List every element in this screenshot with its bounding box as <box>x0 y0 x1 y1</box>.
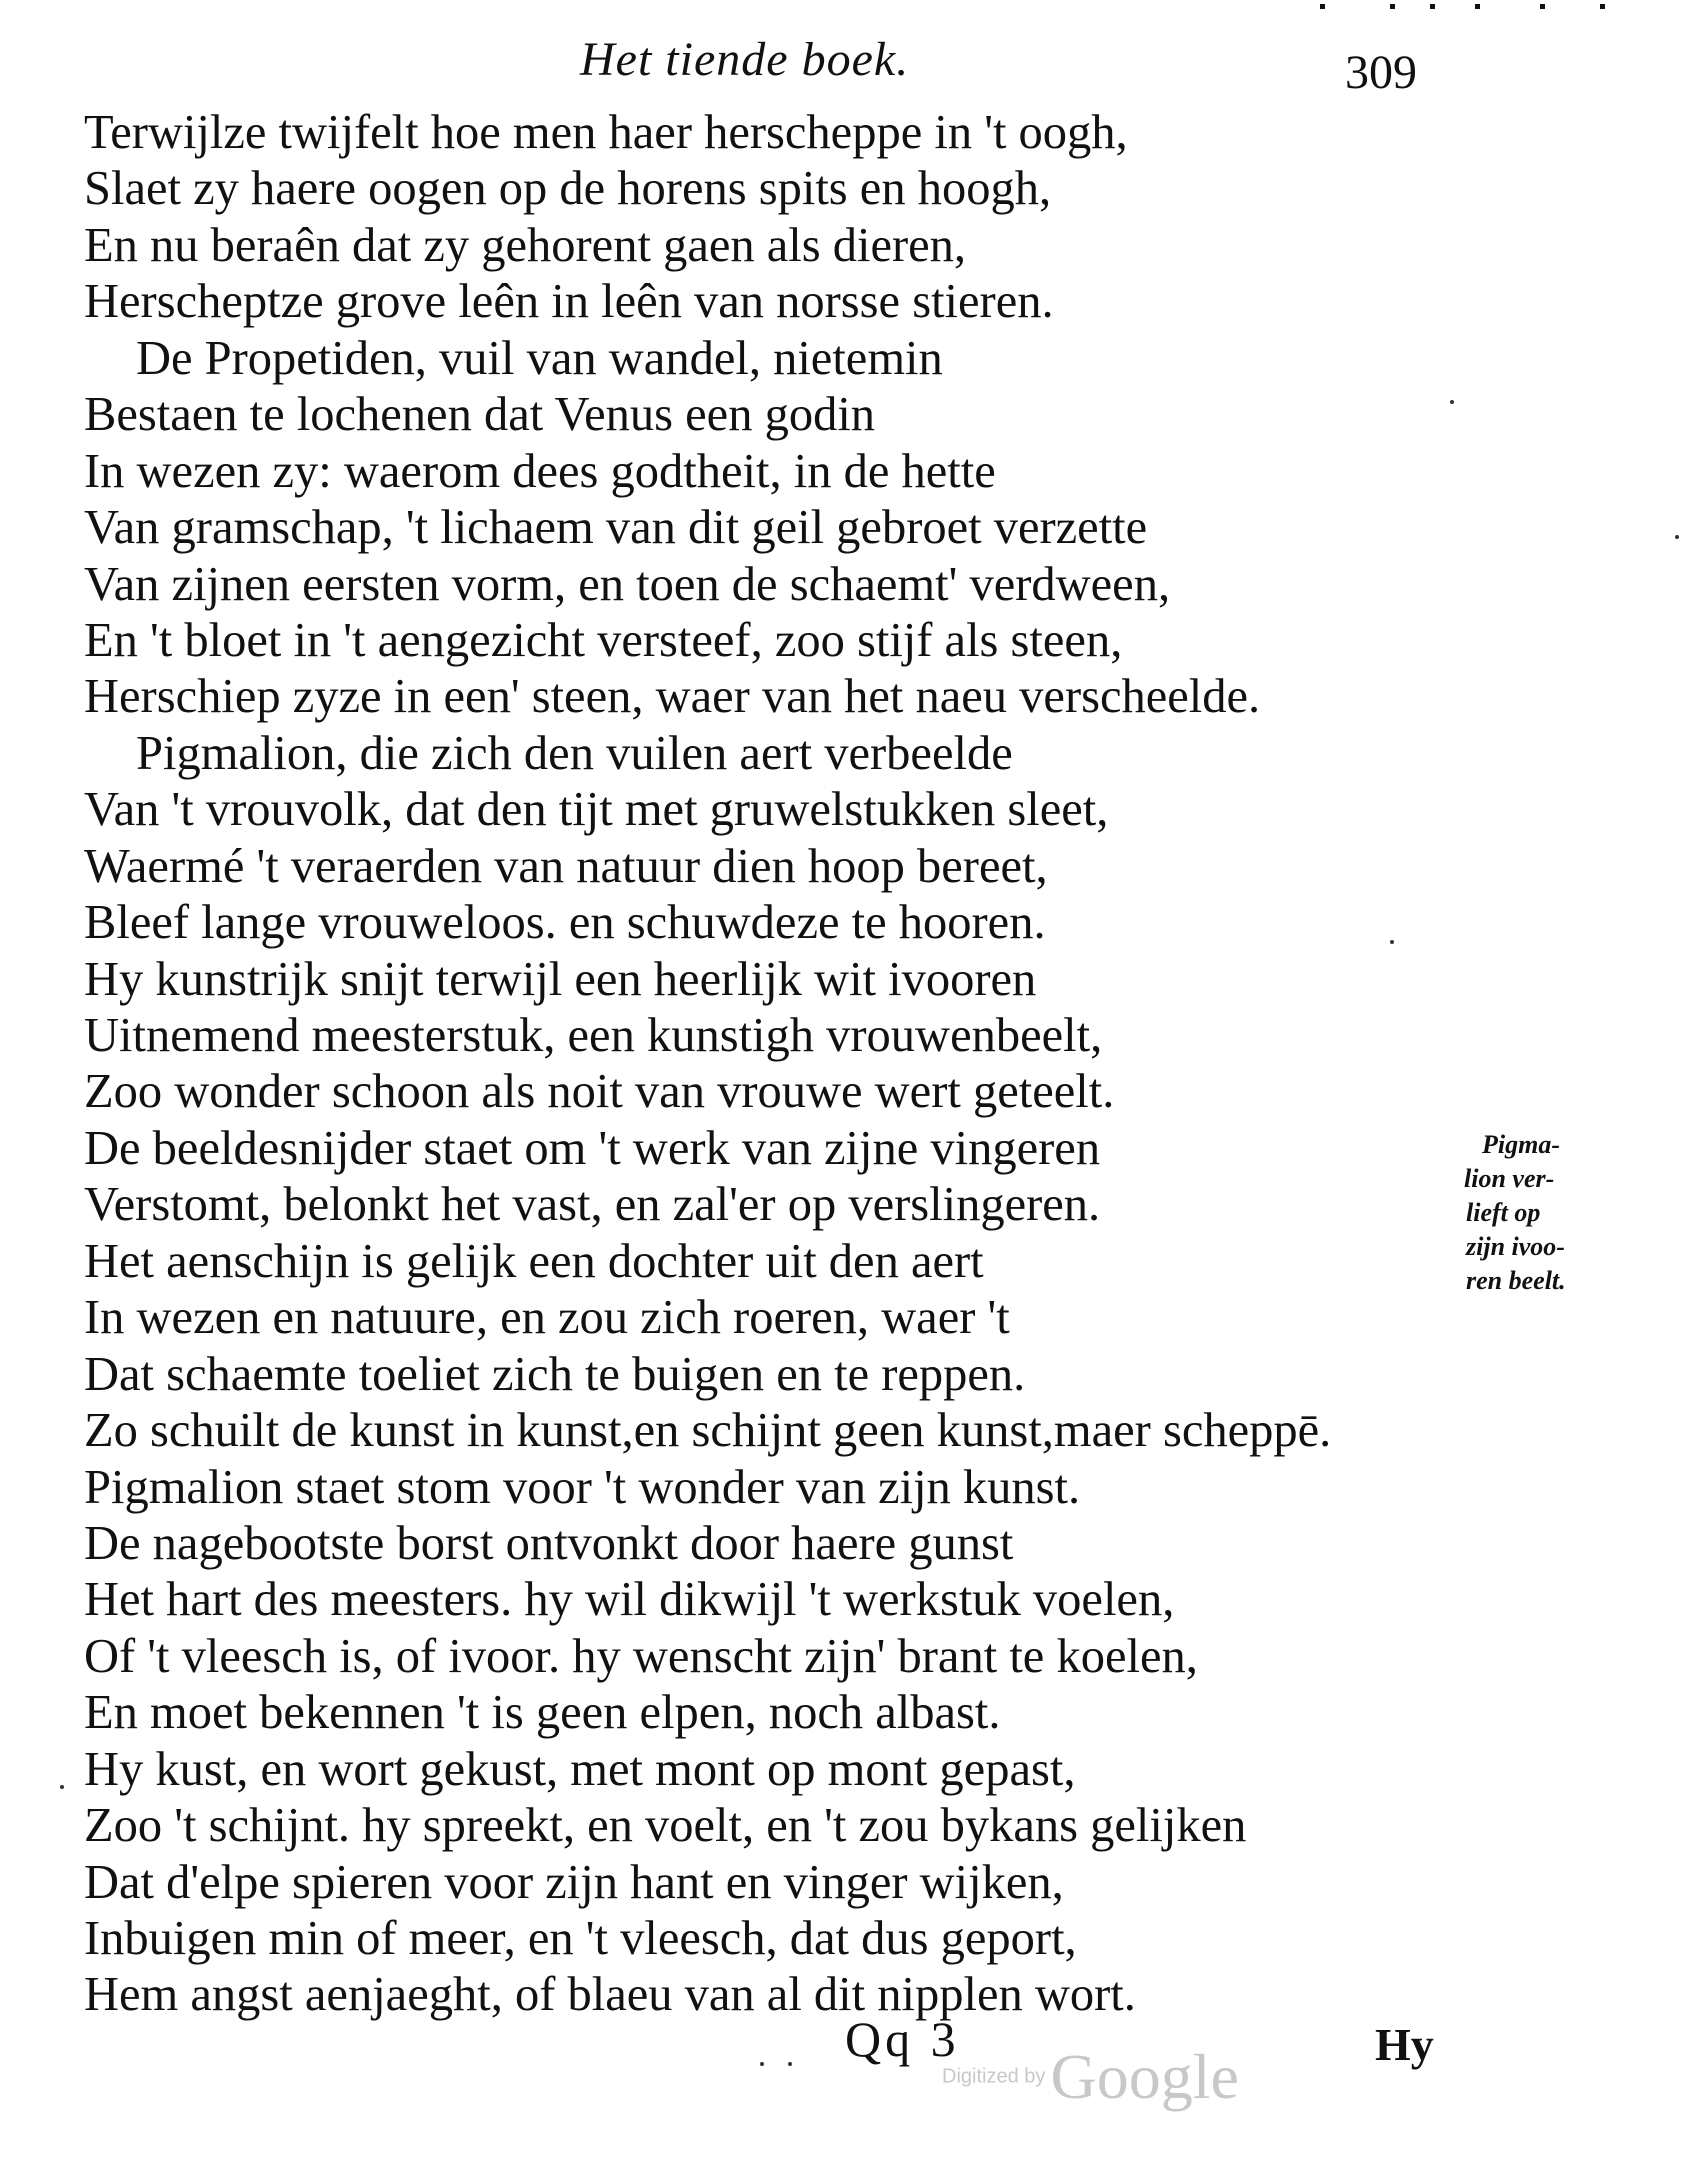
marginal-note <box>1458 1128 1618 1298</box>
verse-line: Terwijlze twijfelt hoe men haer herscheppe in 't oogh, <box>84 106 1128 159</box>
verse-line: De Propetiden, vuil van wandel, nietemin <box>136 331 943 385</box>
google-logo: Google <box>1050 2041 1239 2112</box>
marginal-note-line: lion ver- <box>1464 1164 1555 1193</box>
ink-speck <box>60 1785 64 1789</box>
verse-line: Inbuigen min of meer, en 't vleesch, dat dus geport, <box>84 1912 1077 1965</box>
verse-line: De beeldesnijder staet om 't werk van zijne vingeren <box>84 1121 1101 1175</box>
verse-line: Dat d'elpe spieren voor zijn hant en vinger wijken, <box>84 1855 1064 1909</box>
verse-line: Hy kunstrijk snijt terwijl een heerlijk wit ivooren <box>84 952 1037 1006</box>
verse-line: In wezen en natuure, en zou zich roeren, waer 't <box>84 1291 1010 1345</box>
verse-line: Zo schuilt de kunst in kunst,en schijnt geen kunst,maer scheppē. <box>84 1404 1332 1458</box>
signature-mark: Qq 3 <box>845 2011 960 2067</box>
verse-line: En 't bloet in 't aengezicht versteef, zoo stijf als steen, <box>84 613 1123 667</box>
marginal-note-line: ren beelt. <box>1466 1266 1566 1295</box>
verse-line: Verstomt, belonkt het vast, en zal'er op verslingeren. <box>84 1178 1101 1232</box>
verse-line: Hem angst aenjaeght, of blaeu van al dit nipplen wort. <box>84 1968 1136 2022</box>
verse-line: Waermé 't veraerden van natuur dien hoop bereet, <box>84 839 1048 893</box>
verse-line: En nu beraên dat zy gehorent gaen als dieren, <box>84 218 967 272</box>
verse-line: Dat schaemte toeliet zich te buigen en te reppen. <box>84 1347 1026 1401</box>
marginal-note-line: lieft op <box>1466 1198 1541 1227</box>
poem-text <box>84 105 1474 2024</box>
verse-line: Pigmalion, die zich den vuilen aert verbeelde <box>136 726 1013 780</box>
marginal-note-line: Pigma- <box>1482 1130 1560 1159</box>
ink-speck <box>788 2062 792 2066</box>
verse-line: Bleef lange vrouweloos. en schuwdeze te hooren. <box>84 896 1046 950</box>
verse-line: Van zijnen eersten vorm, en toen de schaemt' verdween, <box>84 557 1171 611</box>
ink-speck <box>760 2062 764 2066</box>
page-number: 309 <box>1345 46 1417 99</box>
verse-line: Herschiep zyze in een' steen, waer van het naeu verscheelde. <box>84 670 1261 724</box>
verse-line: Hy kust, en wort gekust, met mont op mont gepast, <box>84 1742 1076 1796</box>
verse-line: Slaet zy haere oogen op de horens spits en hoogh, <box>84 162 1052 216</box>
running-title: Het tiende boek. <box>580 33 910 86</box>
verse-line: Zoo wonder schoon als noit van vrouwe wert geteelt. <box>84 1065 1115 1119</box>
ink-speck <box>1675 535 1679 539</box>
ink-speck <box>1450 400 1454 404</box>
verse-line: Zoo 't schijnt. hy spreekt, en voelt, en 't zou bykans gelijken <box>84 1799 1247 1853</box>
verse-line: Het aenschijn is gelijk een dochter uit den aert <box>84 1234 984 1288</box>
ink-speck <box>1390 940 1394 944</box>
corner-ink-marks <box>1300 0 1689 22</box>
verse-line: En moet bekennen 't is geen elpen, noch albast. <box>84 1686 1001 1740</box>
catchword: Hy <box>1375 2019 1434 2070</box>
verse-line: Pigmalion staet stom voor 't wonder van zijn kunst. <box>84 1460 1081 1514</box>
verse-line: Uitnemend meesterstuk, een kunstigh vrouwenbeelt, <box>84 1009 1103 1062</box>
verse-line: Of 't vleesch is, of ivoor. hy wenscht zijn' brant te koelen, <box>84 1629 1198 1683</box>
verse-line: De nagebootste borst ontvonkt door haere gunst <box>84 1516 1014 1570</box>
verse-line: Van 't vrouvolk, dat den tijt met gruwelstukken sleet, <box>84 783 1109 837</box>
verse-line: Bestaen te lochenen dat Venus een godin <box>84 388 876 442</box>
watermark-prefix: Digitized by <box>942 2065 1046 2088</box>
marginal-note-line: zijn ivoo- <box>1466 1232 1565 1261</box>
verse-line: Van gramschap, 't lichaem van dit geil gebroet verzette <box>84 501 1148 555</box>
verse-line: Herscheptze grove leên in leên van norsse stieren. <box>84 275 1054 329</box>
verse-line: In wezen zy: waerom dees godtheit, in de hette <box>84 444 996 498</box>
verse-line: Het hart des meesters. hy wil dikwijl 't werkstuk voelen, <box>84 1573 1175 1627</box>
digitization-watermark <box>942 2040 1239 2114</box>
